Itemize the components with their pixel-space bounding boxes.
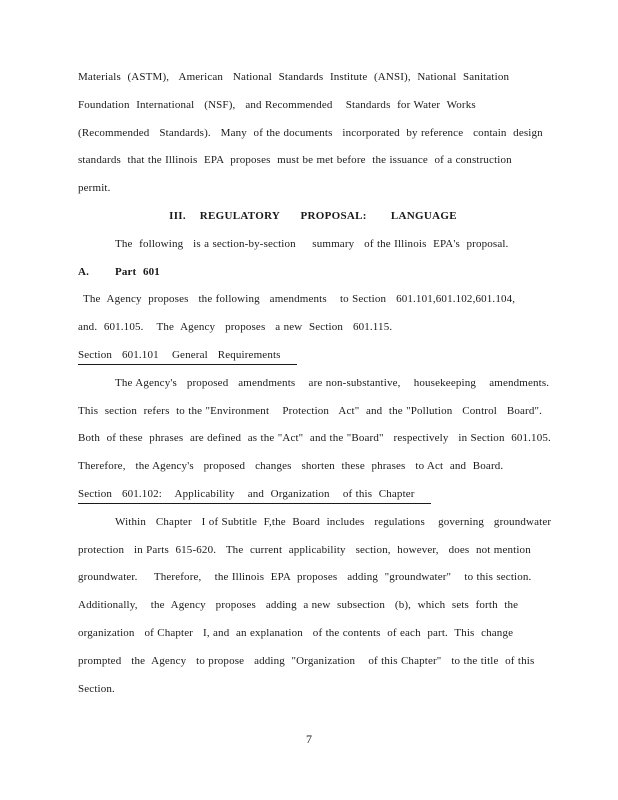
body-line: permit. <box>78 182 111 195</box>
document-content <box>78 64 552 703</box>
subheading-part-601 <box>78 259 548 287</box>
section-601-101-heading <box>78 342 548 370</box>
section-601-101-heading-text: Section 601.101 General Requirements <box>78 348 297 365</box>
section-601-102-heading <box>78 481 548 509</box>
body-line: and. 601.105. The Agency proposes a new Section 601.115. <box>78 321 393 334</box>
body-line: The Agency proposes the following amendments to Section 601.101,601.102,601.104, <box>83 293 516 306</box>
body-line: Foundation International (NSF), and Recommended Standards for Water Works <box>78 98 476 111</box>
main-heading <box>78 203 548 231</box>
body-line: The Agency's proposed amendments are non-substantive, housekeeping amendments. <box>115 376 550 389</box>
body-line: protection in Parts 615-620. The current applicability section, however, does not mention <box>78 543 531 556</box>
section-601-102-heading-text: Section 601.102: Applicability and Organization of this Chapter <box>78 487 431 504</box>
main-heading-text: III. REGULATORY PROPOSAL: LANGUAGE <box>169 209 457 222</box>
body-line: This section refers to the "Environment Protection Act" and the "Pollution Control Board". <box>78 404 543 417</box>
body-line: Therefore, the Agency's proposed changes shorten these phrases to Act and Board. <box>78 460 504 473</box>
body-line: standards that the Illinois EPA proposes must be met before the issuance of a construction <box>78 154 512 167</box>
outline-marker: A. <box>78 265 89 278</box>
page-number: 7 <box>306 732 312 746</box>
body-line: Section. <box>78 682 115 695</box>
body-line: Within Chapter I of Subtitle F,the Board includes regulations governing groundwater <box>115 515 552 528</box>
body-line: prompted the Agency to propose adding "Organization of this Chapter" to the title of this <box>78 654 535 667</box>
body-line: The following is a section-by-section summary of the Illinois EPA's proposal. <box>115 237 509 250</box>
body-line: Additionally, the Agency proposes adding a new subsection (b), which sets forth the <box>78 599 519 612</box>
body-line: (Recommended Standards). Many of the documents incorporated by reference contain design <box>78 126 543 139</box>
body-line: groundwater. Therefore, the Illinois EPA proposes adding "groundwater" to this section. <box>78 571 532 584</box>
subheading-text: Part 601 <box>115 265 160 278</box>
body-line: Both of these phrases are defined as the "Act" and the "Board" respectively in Section 601.105. <box>78 432 551 445</box>
body-line: organization of Chapter I, and an explanation of the contents of each part. This change <box>78 626 514 639</box>
body-line: Materials (ASTM), American National Standards Institute (ANSI), National Sanitation <box>78 71 510 83</box>
